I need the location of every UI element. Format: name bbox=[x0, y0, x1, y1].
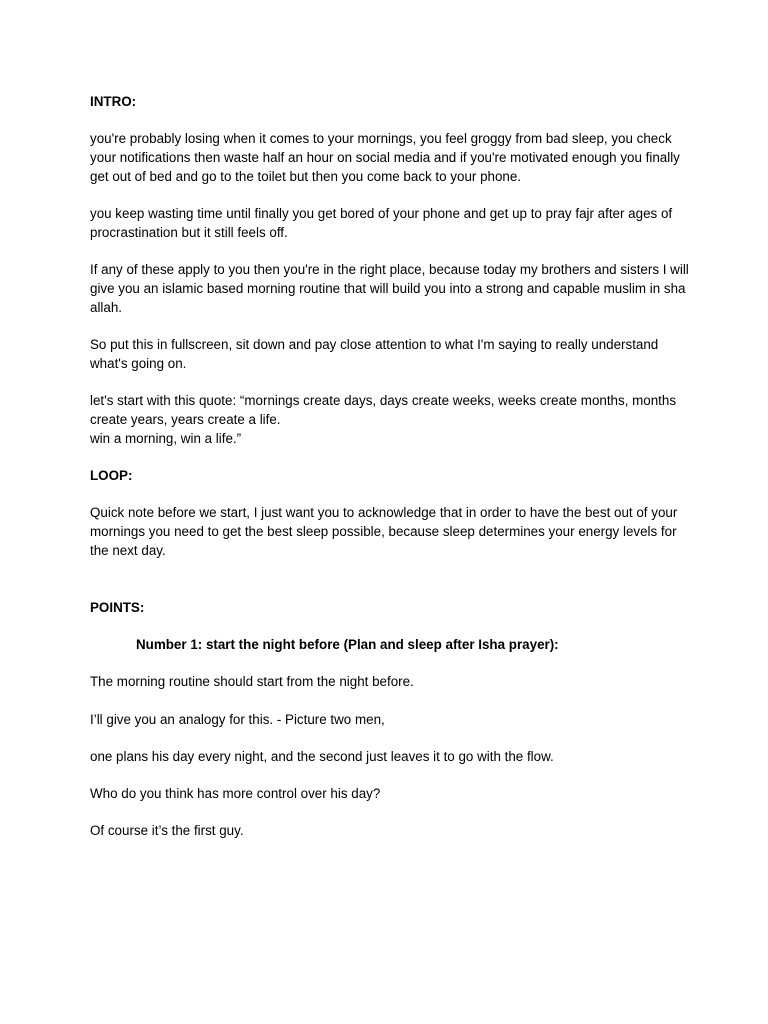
loop-paragraph: Quick note before we start, I just want you to acknowledge that in order to have the best out of your mornings you need to get the best sleep possible, because sleep determines your energy levels for the next day. bbox=[90, 505, 678, 558]
intro-quote-line-1: let's start with this quote: “mornings create days, days create weeks, weeks create months, months create years, years create a life. bbox=[90, 393, 677, 427]
point-1-paragraph-2: I’ll give you an analogy for this. - Picture two men, bbox=[90, 712, 385, 727]
intro-paragraph-3: If any of these apply to you then you're in the right place, because today my brothers and sisters I will give you an islamic based morning routine that will build you into a strong and capable muslim in sha allah. bbox=[90, 262, 689, 315]
point-1-paragraph-5: Of course it’s the first guy. bbox=[90, 823, 244, 838]
document-page bbox=[90, 92, 690, 840]
point-1-paragraph-4: Who do you think has more control over his day? bbox=[90, 786, 381, 801]
point-1-paragraph-1: The morning routine should start from the night before. bbox=[90, 674, 414, 689]
point-1-heading: Number 1: start the night before (Plan and sleep after Isha prayer): bbox=[136, 637, 559, 652]
intro-paragraph-2: you keep wasting time until finally you get bored of your phone and get up to pray fajr after ages of procrastination but it still feels off. bbox=[90, 206, 673, 240]
point-1-paragraph-3: one plans his day every night, and the second just leaves it to go with the flow. bbox=[90, 749, 554, 764]
intro-quote-line-2: win a morning, win a life.” bbox=[90, 431, 242, 446]
intro-paragraph-1: you're probably losing when it comes to your mornings, you feel groggy from bad sleep, you check your notifications then waste half an hour on social media and if you're motivated enough you finally get out of bed and go to the toilet but then you come back to your phone. bbox=[90, 131, 680, 184]
intro-quote bbox=[90, 391, 690, 448]
intro-paragraph-4: So put this in fullscreen, sit down and pay close attention to what I'm saying to really understand what's going on. bbox=[90, 337, 659, 371]
intro-heading: INTRO: bbox=[90, 94, 137, 109]
points-heading: POINTS: bbox=[90, 600, 145, 615]
loop-heading: LOOP: bbox=[90, 468, 133, 483]
